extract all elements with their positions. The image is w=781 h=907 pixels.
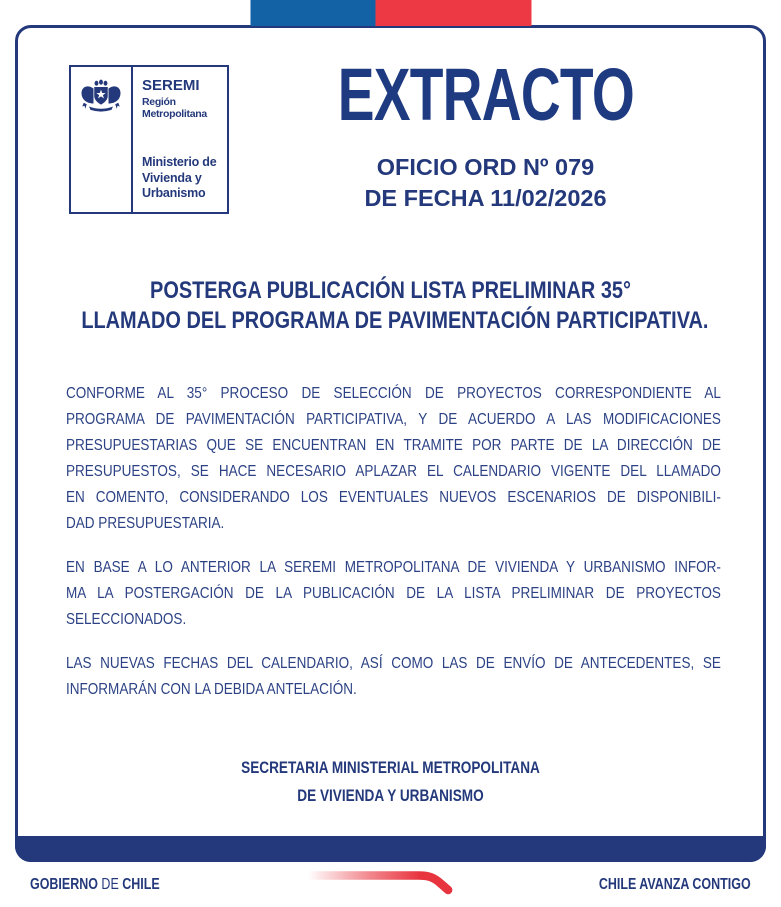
footer-word-chile: CHILE (122, 876, 160, 893)
oficio-date: DE FECHA 11/02/2026 (364, 185, 607, 211)
paragraph-line: INFORMARÁN CON LA DEBIDA ANTELACIÓN. (66, 681, 357, 698)
logo-region-label: Región Metropolitana (142, 95, 207, 120)
paragraph-line: SELECCIONADOS. (66, 611, 187, 628)
paragraph (66, 555, 721, 633)
logo-seremi-label: SEREMI (142, 77, 200, 94)
signature-line-1: SECRETARIA MINISTERIAL METROPOLITANA (241, 758, 540, 777)
chile-coat-of-arms-icon (77, 76, 125, 121)
subject-line-2: LLAMADO DEL PROGRAMA DE PAVIMENTACIÓN PARTICIPATIVA. (81, 307, 709, 334)
paragraph-line: PROGRAMA DE PAVIMENTACIÓN PARTICIPATIVA, Y DE ACUERDO A LAS MODIFICACIONES (66, 411, 721, 428)
paragraph-line: LAS NUEVAS FECHAS DEL CALENDARIO, ASÍ COMO LAS DE ENVÍO DE ANTECEDENTES, SE (66, 655, 721, 672)
ribbon-red-segment (375, 0, 531, 26)
oficio-number: OFICIO ORD Nº 079 (376, 154, 595, 180)
paragraph-line: EN COMENTO, CONSIDERANDO LOS EVENTUALES NUEVOS ESCENARIOS DE DISPONIBILI- (66, 489, 721, 506)
logo-text-column (133, 67, 227, 212)
gobierno-de-chile-label (30, 876, 160, 894)
subject-line-1: POSTERGA PUBLICACIÓN LISTA PRELIMINAR 35° (150, 277, 631, 304)
paragraph-line: MA LA POSTERGACIÓN DE LA PUBLICACIÓN DE LA LISTA PRELIMINAR DE PROYECTOS (66, 585, 721, 602)
paragraph-line: PRESUPUESTOS, SE HACE NECESARIO APLAZAR EL CALENDARIO VIGENTE DEL LLAMADO (66, 463, 721, 480)
footer-word-gobierno: GOBIERNO (30, 876, 98, 893)
seremi-logo-box (69, 65, 229, 214)
chile-flag-swoosh-icon (303, 868, 471, 903)
footer (0, 868, 781, 902)
ribbon-blue-segment (250, 0, 375, 26)
title-block (218, 53, 753, 214)
chile-avanza-contigo-label: CHILE AVANZA CONTIGO (599, 876, 751, 893)
signature-line-2: DE VIVIENDA Y URBANISMO (297, 786, 484, 805)
ministry-line: Urbanismo (142, 186, 206, 201)
ministry-line: Ministerio de (142, 155, 217, 170)
subject-heading (18, 276, 763, 336)
body-paragraphs (66, 381, 721, 721)
document-frame (15, 25, 766, 862)
logo-crest-column (71, 67, 133, 212)
paragraph-line: DAD PRESUPUESTARIA. (66, 515, 225, 532)
paragraph-line: CONFORME AL 35° PROCESO DE SELECCIÓN DE PROYECTOS CORRESPONDIENTE AL (66, 385, 721, 402)
ministry-line: Vivienda y (142, 170, 202, 185)
oficio-reference (218, 152, 753, 214)
document-title: EXTRACTO (337, 53, 634, 136)
frame-bottom-bar (15, 836, 766, 862)
footer-word-de: DE (101, 876, 119, 893)
paragraph (66, 651, 721, 703)
chile-flag-ribbon-icon (250, 0, 531, 26)
logo-ministry-label (142, 155, 220, 202)
signature-block (18, 754, 763, 810)
paragraph (66, 381, 721, 537)
paragraph-line: EN BASE A LO ANTERIOR LA SEREMI METROPOLITANA DE VIVIENDA Y URBANISMO INFOR- (66, 559, 721, 576)
paragraph-line: PRESUPUESTARIAS QUE SE ENCUENTRAN EN TRAMITE POR PARTE DE LA DIRECCIÓN DE (66, 437, 721, 454)
